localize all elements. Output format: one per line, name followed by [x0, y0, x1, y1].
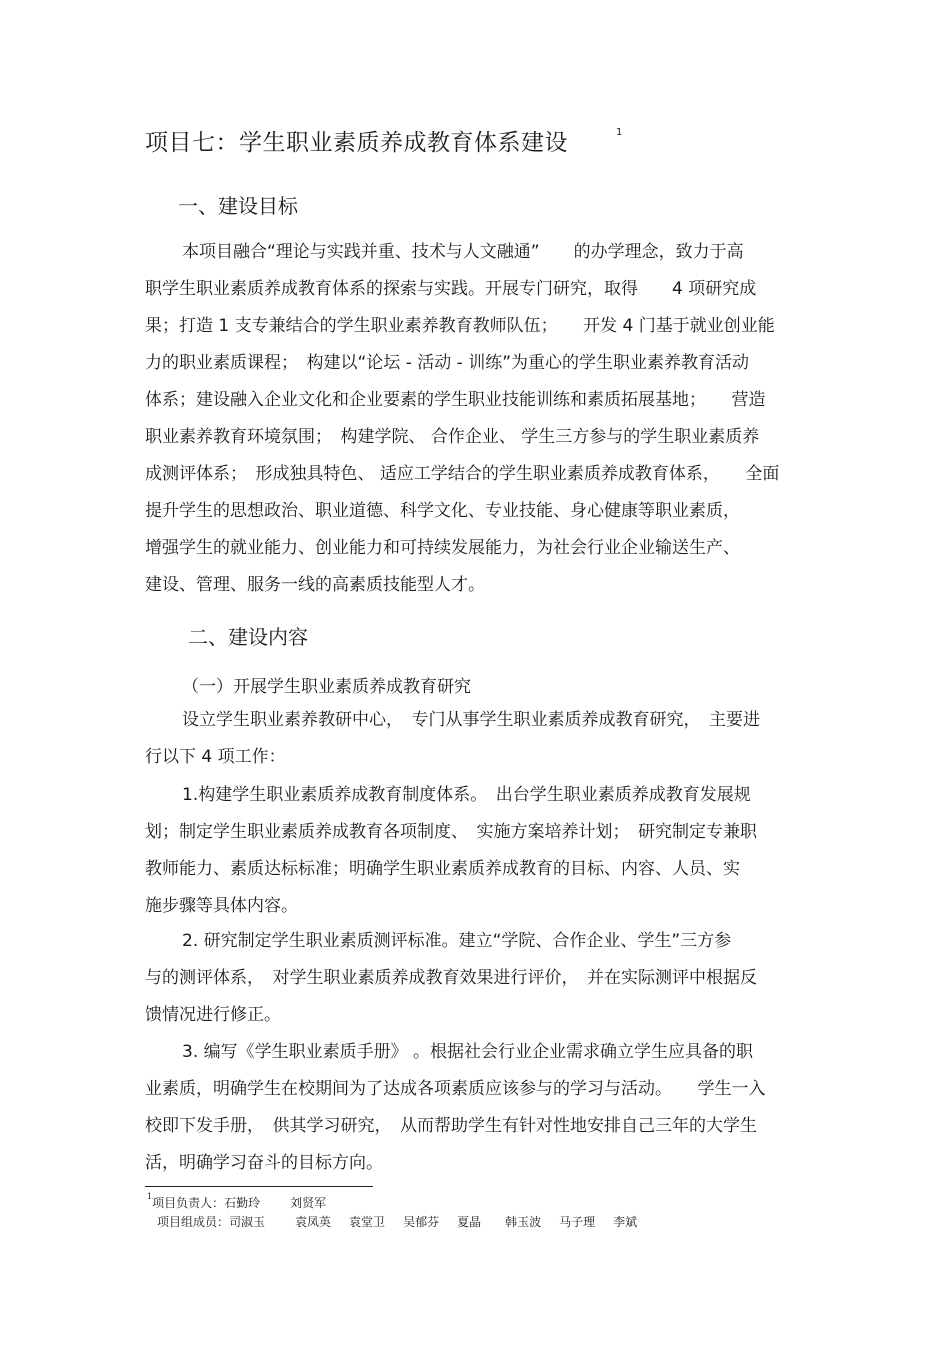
- list-item-line: 划；制定学生职业素质养成教育各项制度、 实施方案培养计划； 研究制定专兼职: [145, 822, 757, 842]
- footnote-members: [157, 1213, 655, 1230]
- list-item-line: 教师能力、素质达标标准；明确学生职业素质养成教育的目标、内容、人员、实: [145, 859, 740, 879]
- member-name: 吴郁芬: [403, 1215, 440, 1229]
- list-item-line: 2. 研究制定学生职业素质测评标准。建立“学院、合作企业、学生”三方参: [182, 931, 732, 951]
- footnote-mark: 1: [147, 1192, 153, 1201]
- list-item-line: 活，明确学习奋斗的目标方向。: [145, 1153, 383, 1173]
- list-item-line: 业素质，明确学生在校期间为了达成各项素质应该参与的学习与活动。 学生一入: [145, 1079, 766, 1099]
- leader-name: 石勤玲: [224, 1196, 261, 1210]
- member-name: 李斌: [613, 1215, 638, 1229]
- paragraph-line: 职业素养教育环境氛围； 构建学院、 合作企业、 学生三方参与的学生职业素质养: [145, 427, 760, 447]
- page-title: [145, 124, 623, 157]
- footnote-members-label: 项目组成员：: [157, 1215, 230, 1229]
- member-name: 司淑玉: [229, 1215, 266, 1229]
- list-item-line: 馈情况进行修正。: [145, 1005, 281, 1025]
- list-item-line: 与的测评体系， 对学生职业素质养成教育效果进行评价， 并在实际测评中根据反: [145, 968, 757, 988]
- footnote-leaders: [147, 1194, 344, 1211]
- list-item-line: 校即下发手册， 供其学习研究， 从而帮助学生有针对性地安排自己三年的大学生: [145, 1116, 757, 1136]
- list-item-line: 1.构建学生职业素质养成教育制度体系。 出台学生职业素质养成教育发展规: [182, 785, 751, 805]
- paragraph-line: 行以下 4 项工作：: [145, 747, 286, 767]
- list-item-line: 3. 编写《学生职业素质手册》 。根据社会行业企业需求确立学生应具备的职: [182, 1042, 754, 1062]
- paragraph-line: 增强学生的就业能力、创业能力和可持续发展能力，为社会行业企业输送生产、: [145, 538, 740, 558]
- paragraph-line: 提升学生的思想政治、职业道德、科学文化、专业技能、身心健康等职业素质，: [145, 501, 740, 521]
- paragraph-line: 本项目融合“理论与实践并重、技术与人文融通” 的办学理念，致力于高: [182, 242, 744, 262]
- paragraph-line: 力的职业素质课程； 构建以“论坛 - 活动 - 训练”为重心的学生职业素养教育活动: [145, 353, 749, 373]
- paragraph-line: 建设、管理、服务一线的高素质技能型人才。: [145, 575, 485, 595]
- paragraph-line: 体系；建设融入企业文化和企业要素的学生职业技能训练和素质拓展基地； 营造: [145, 390, 766, 410]
- leader-name: 刘贤军: [290, 1196, 327, 1210]
- list-item-line: 施步骤等具体内容。: [145, 896, 298, 916]
- footnote-divider: [145, 1186, 373, 1187]
- member-name: 袁堂卫: [349, 1215, 386, 1229]
- paragraph-line: 果；打造 1 支专兼结合的学生职业素养教育教师队伍； 开发 4 门基于就业创业能: [145, 316, 775, 336]
- page-title-text: 项目七：学生职业素质养成教育体系建设: [145, 130, 568, 156]
- footnote-leader-label: 项目负责人：: [152, 1196, 225, 1210]
- section-heading-goals: 一、建设目标: [178, 194, 298, 218]
- section-heading-content: 二、建设内容: [188, 625, 308, 649]
- member-name: 夏晶: [457, 1215, 482, 1229]
- paragraph-line: 成测评体系； 形成独具特色、 适应工学结合的学生职业素质养成教育体系， 全面: [145, 464, 780, 484]
- footnote-reference[interactable]: 1: [616, 127, 623, 139]
- paragraph-line: 设立学生职业素养教研中心， 专门从事学生职业素质养成教育研究， 主要进: [182, 710, 760, 730]
- member-name: 马子理: [559, 1215, 596, 1229]
- subsection-heading: （一）开展学生职业素质养成教育研究: [182, 677, 471, 697]
- member-name: 袁凤英: [295, 1215, 332, 1229]
- member-name: 韩玉波: [505, 1215, 542, 1229]
- paragraph-line: 职学生职业素质养成教育体系的探索与实践。开展专门研究，取得 4 项研究成: [145, 279, 757, 299]
